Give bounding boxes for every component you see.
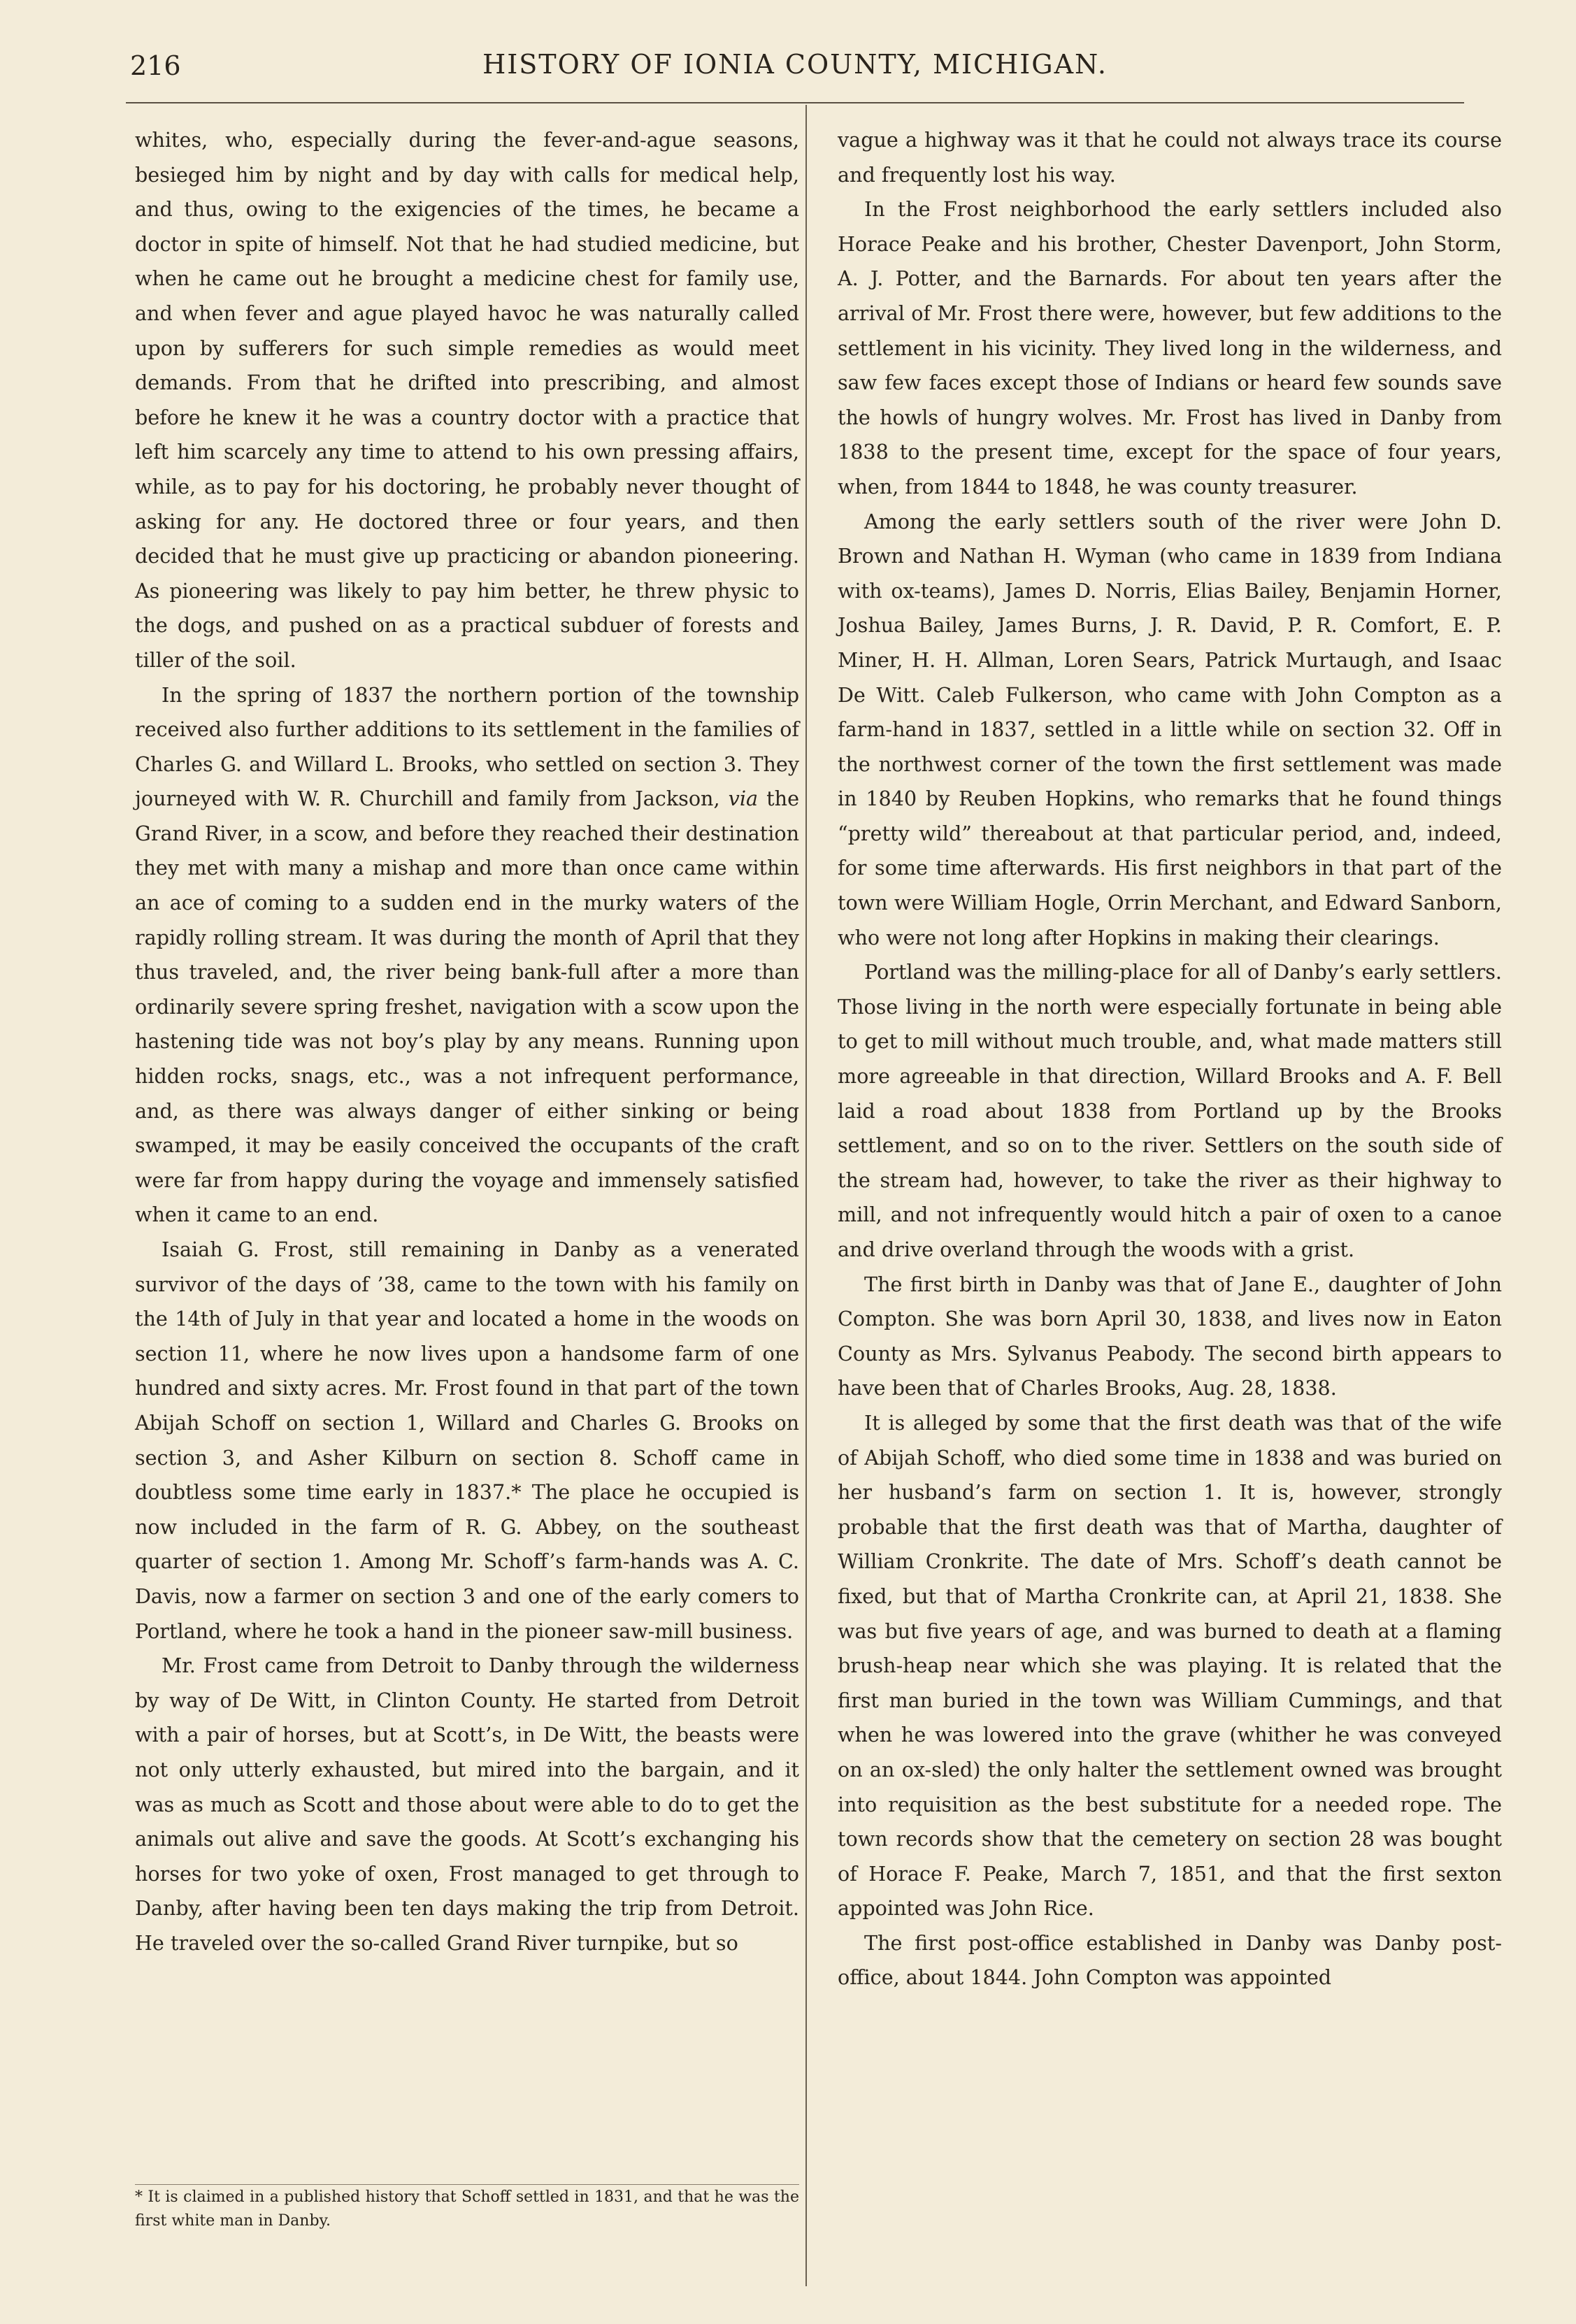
paragraph: Among the early settlers south of the river were John D. Brown and Nathan H. Wyman (who came in 1839 from Indiana with ox-teams), James D. Norris, Elias Bailey, Benjamin Horner, Joshua Bailey, James Burns, J. R. David, P. R. Comfort, E. P. Miner, H. H. Allman, Loren Sears, Patrick Murtaugh, and Isaac De Witt. Caleb Fulkerson, who came with John Compton as a farm-hand in 1837, settled in a little while on section 32. Off in the northwest corner of the town the first settlement was made in 1840 by Reuben Hopkins, who remarks that he found things “pretty wild” thereabout at that particular period, and, indeed, for some time afterwards. His first neighbors in that part of the town were William Hogle, Orrin Merchant, and Edward Sanborn, who were not long after Hopkins in making their clearings. (838, 509, 1502, 949)
italic-word: via (728, 787, 759, 811)
paragraph: The first post-office established in Danby was Danby post-office, about 1844. John Compton was appointed (838, 1930, 1502, 1990)
paragraph: Portland was the milling-place for all of Danby’s early settlers. Those living in the north were especially fortunate in being able to get to mill without much trouble, and, what made matters still more agreeable in that direction, Willard Brooks and A. F. Bell laid a road about 1838 from Portland up by the Brooks settlement, and so on to the river. Settlers on the south side of the stream had, however, to take the river as their highway to mill, and not infrequently would hitch a pair of oxen to a canoe and drive overland through the woods with a grist. (838, 960, 1502, 1261)
paragraph-text: In the spring of 1837 the northern portion of the township received also further additions to its settlement in the families of Charles G. and Willard L. Brooks, who settled on section 3. They journeyed with W. R. Churchill and family from Jackson, (135, 682, 799, 811)
running-title: HISTORY OF IONIA COUNTY, MICHIGAN. (482, 49, 1108, 80)
header-rule (126, 102, 1464, 103)
paragraph: vague a highway was it that he could not always trace its course and frequently lost his way. (838, 128, 1502, 187)
page-header (126, 43, 1464, 85)
column-divider (805, 105, 807, 2286)
left-column (135, 123, 799, 1960)
paragraph: Mr. Frost came from Detroit to Danby through the wilderness by way of De Witt, in Clinton County. He started from Detroit with a pair of horses, but at Scott’s, in De Witt, the beasts were not only utterly exhausted, but mired into the bargain, and it was as much as Scott and those about were able to do to get the animals out alive and save the goods. At Scott’s exchanging his horses for two yoke of oxen, Frost managed to get through to Danby, after having been ten days making the trip from Detroit. He traveled over the so-called Grand River turnpike, but so (135, 1654, 799, 1955)
paragraph (135, 678, 799, 1233)
page-number: 216 (130, 50, 181, 81)
paragraph: whites, who, especially during the fever-and-ague seasons, besieged him by night and by day with calls for medical help, and thus, owing to the exigencies of the times, he became a doctor in spite of himself. Not that he had studied medicine, but when he came out he brought a medicine chest for family use, and when fever and ague played havoc he was naturally called upon by sufferers for such simple remedies as would meet demands. From that he drifted into prescribing, and almost before he knew it he was a country doctor with a practice that left him scarcely any time to attend to his own pressing affairs, while, as to pay for his doctoring, he probably never thought of asking for any. He doctored three or four years, and then decided that he must give up practicing or abandon pioneering. As pioneering was likely to pay him better, he threw physic to the dogs, and pushed on as a practical subduer of forests and tiller of the soil. (135, 128, 799, 672)
paragraph: In the Frost neighborhood the early settlers included also Horace Peake and his brother, Chester Davenport, John Storm, A. J. Potter, and the Barnards. For about ten years after the arrival of Mr. Frost there were, however, but few additions to the settlement in his vicinity. They lived long in the wilderness, and saw few faces except those of Indians or heard few sounds save the howls of hungry wolves. Mr. Frost has lived in Danby from 1838 to the present time, except for the space of four years, when, from 1844 to 1848, he was county treasurer. (838, 197, 1502, 498)
footnote: * It is claimed in a published history that Schoff settled in 1831, and that he was the first white man in Danby. (135, 2188, 799, 2230)
footnote-rule (135, 2184, 799, 2185)
paragraph: Isaiah G. Frost, still remaining in Danby as a venerated survivor of the days of ’38, came to the town with his family on the 14th of July in that year and located a home in the woods on section 11, where he now lives upon a handsome farm of one hundred and sixty acres. Mr. Frost found in that part of the town Abijah Schoff on section 1, Willard and Charles G. Brooks on section 3, and Asher Kilburn on section 8. Schoff came in doubtless some time early in 1837.* The place he occupied is now included in the farm of R. G. Abbey, on the southeast quarter of section 1. Among Mr. Schoff’s farm-hands was A. C. Davis, now a farmer on section 3 and one of the early comers to Portland, where he took a hand in the pioneer saw-mill business. (135, 1238, 799, 1643)
right-column (838, 123, 1502, 1995)
paragraph: The first birth in Danby was that of Jane E., daughter of John Compton. She was born April 30, 1838, and lives now in Eaton County as Mrs. Sylvanus Peabody. The second birth appears to have been that of Charles Brooks, Aug. 28, 1838. (838, 1272, 1502, 1400)
paragraph: It is alleged by some that the first death was that of the wife of Abijah Schoff, who died some time in 1838 and was buried on her husband’s farm on section 1. It is, however, strongly probable that the first death was that of Martha, daughter of William Cronkrite. The date of Mrs. Schoff’s death cannot be fixed, but that of Martha Cronkrite can, at April 21, 1838. She was but five years of age, and was burned to death at a flaming brush-heap near which she was playing. It is related that the first man buried in the town was William Cummings, and that when he was lowered into the grave (whither he was conveyed on an ox-sled) the only halter the settlement owned was brought into requisition as the best substitute for a needed rope. The town records show that the cemetery on section 28 was bought of Horace F. Peake, March 7, 1851, and that the first sexton appointed was John Rice. (838, 1410, 1502, 1921)
paragraph-text: the Grand River, in a scow, and before they reached their destination they met with many a mishap and more than once came within an ace of coming to a sudden end in the murky waters of the rapidly rolling stream. It was during the month of April that they thus traveled, and, the river being bank-full after a more than ordinarily severe spring freshet, navigation with a scow upon the hastening tide was not boy’s play by any means. Running upon hidden rocks, snags, etc., was a not infrequent performance, and, as there was always danger of either sinking or being swamped, it may be easily conceived the occupants of the craft were far from happy during the voyage and immensely satisfied when it came to an end. (135, 787, 799, 1227)
